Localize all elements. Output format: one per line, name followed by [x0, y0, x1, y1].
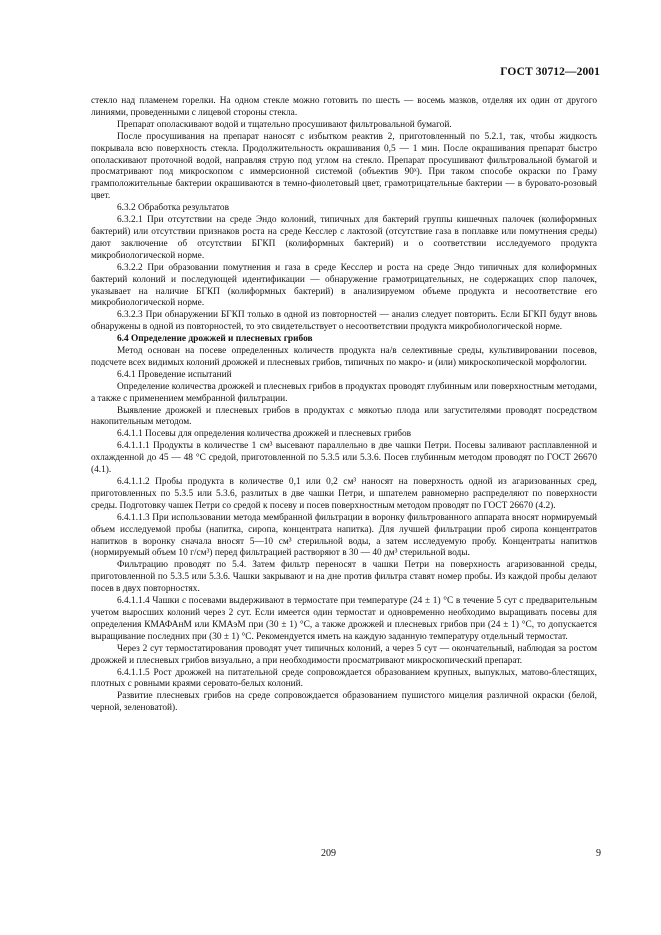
paragraph: 6.3.2.1 При отсутствии на среде Эндо колоний, типичных для бактерий группы кишечных палочек (колиформных бактерий) или отсутствии признаков роста на среде Кесслер с лактозой (отсутствие газа в поплавке или помутнения среды) дают заключение об отсутствии БГКП (колиформных бактерий) и о соответствии исследуемого продукта микробиологической норме. — [91, 215, 597, 261]
paragraph: Определение количества дрожжей и плесневых грибов в продуктах проводят глубинным или поверхностным методами, а также с применением мембранной фильтрации. — [91, 381, 597, 404]
subsection-heading: 6.3.2 Обработка результатов — [117, 203, 230, 214]
paragraph: Через 2 сут термостатирования проводят учет типичных колоний, а через 5 сут — окончательный, наблюдая за ростом дрожжей и плесневых грибов визуально, а при необходимости просматривают микроскопический препарат. — [91, 643, 597, 666]
paragraph: Развитие плесневых грибов на среде сопровождается образованием пушистого мицелия различной окраски (белой, черной, зеленоватой). — [91, 691, 597, 714]
sheet-number: 9 — [596, 848, 601, 859]
paragraph: 6.4.1.1.5 Рост дрожжей на питательной среде сопровождается образованием крупных, выпуклых, матово-блестящих, плотных с ровными краями серовато-белых колоний. — [91, 667, 597, 690]
paragraph: Препарат ополаскивают водой и тщательно просушивают фильтровальной бумагой. — [117, 119, 452, 130]
paragraph: 6.4.1.1.3 При использовании метода мембранной фильтрации в воронку фильтрованного аппарата вносят нормируемый объем исследуемой пробы (напитка, сиропа, концентрата напитка). Для лучшей фильтрации проб сиропа концентратов напитков в воронку сначала вносят 5—10 см³ стерильной воды, а затем исследуемую пробу. Концентраты напитков (нормируемый объем 10 г/см³) перед фильтрацией растворяют в 30 — 40 дм³ стерильной воды. — [91, 512, 597, 559]
paragraph: стекло над пламенем горелки. На одном стекле можно готовить по шесть — восемь мазков, отделяя их один от другого линиями, проведенными с лицевой стороны стекла. — [91, 96, 597, 118]
standard-code-header: ГОСТ 30712—2001 — [500, 66, 600, 78]
paragraph: 6.4.1.1.1 Продукты в количестве 1 см³ высевают параллельно в две чашки Петри. Посевы заливают расплавленной и охлажденной до 45 — 48 °С средой, приготовленной по 5.3.5 или 5.3.6. Посев глубинным методом проводят по ГОСТ 26670 (4.1). — [91, 441, 597, 476]
paragraph: Метод основан на посеве определенных количеств продукта на/в селективные среды, культивировании посевов, подсчете всех видимых колоний дрожжей и плесневых грибов, типичных по макро- и (или) микроскопической морфологии. — [91, 346, 597, 368]
paragraph: 6.4.1.1.4 Чашки с посевами выдерживают в термостате при температуре (24 ± 1) °С в течение 5 сут с предварительным учетом выросших колоний через 2 сут. Если имеется один термостат и одновременно необходимо выращивать посевы для определения КМАФАнМ или КМАэМ при (30 ± 1) °С, а также дрожжей и плесневых грибов при (24 ± 1) °С, то допускается выращивание последних при (30 ± 1) °С. Рекомендуется иметь на каждую заданную температуру отдельный термостат. — [91, 596, 597, 642]
paragraph: Фильтрацию проводят по 5.4. Затем фильтр переносят в чашки Петри на поверхность агаризованной среды, приготовленной по 5.3.5 или 5.3.6. Чашки закрывают и на дне против фильтра ставят номер пробы. Из каждой пробы делают посев в двух повторностях. — [91, 560, 597, 595]
paragraph: 6.4.1.1.2 Пробы продукта в количестве 0,1 или 0,2 см³ наносят на поверхность одной из агаризованных сред, приготовленных по 5.3.5 или 5.3.6, разлитых в две чашки Петри, и шпателем равномерно распределяют по поверхности среды. Подготовку чашек Петри со средой к посеву и посев поверхностным методом проводят по ГОСТ 26670 (4.2). — [91, 477, 597, 511]
document-body — [91, 96, 597, 715]
page-number: 209 — [321, 848, 336, 859]
paragraph: После просушивания на препарат наносят с избытком реактив 2, приготовленный по 5.2.1, так, чтобы жидкость покрывала всю поверхность стекла. Продолжительность окрашивания 0,5 — 1 мин. После окрашивания препарат быстро ополаскивают проточной водой, направляя струю под углом на стекло. Препарат просушивают фильтровальной бумагой и просматривают под микроскопом с иммерсионной системой (объектив 90ˣ). При таком способе окраски по Граму грамположительные бактерии окрашиваются в темно-фиолетовый цвет, грамотрицательные бактерии — в буровато-розовый цвет. — [91, 131, 597, 202]
paragraph: Выявление дрожжей и плесневых грибов в продуктах с мякотью плода или загустителями проводят посредством накопительным методом. — [91, 405, 597, 428]
subsection-heading: 6.4.1 Проведение испытаний — [117, 369, 232, 380]
subsection-heading: 6.4.1.1 Посевы для определения количества дрожжей и плесневых грибов — [117, 429, 412, 440]
paragraph: 6.3.2.2 При образовании помутнения и газа в среде Кесслер и роста на среде Эндо типичных для колиформных бактерий колоний и последующей идентификации — обнаружение грамотрицательных, не содержащих спор палочек, указывает на наличие БГКП (колиформных бактерий) в анализируемом объеме продукта и несоответствие его микробиологической норме. — [91, 262, 597, 309]
paragraph: 6.3.2.3 При обнаружении БГКП только в одной из повторностей — анализ следует повторить. Если БГКП будут вновь обнаружены в одной из повторностей, то это свидетельствует о несоответствии продукта микробиологической норме. — [91, 310, 597, 333]
section-heading: 6.4 Определение дрожжей и плесневых грибов — [117, 334, 313, 345]
